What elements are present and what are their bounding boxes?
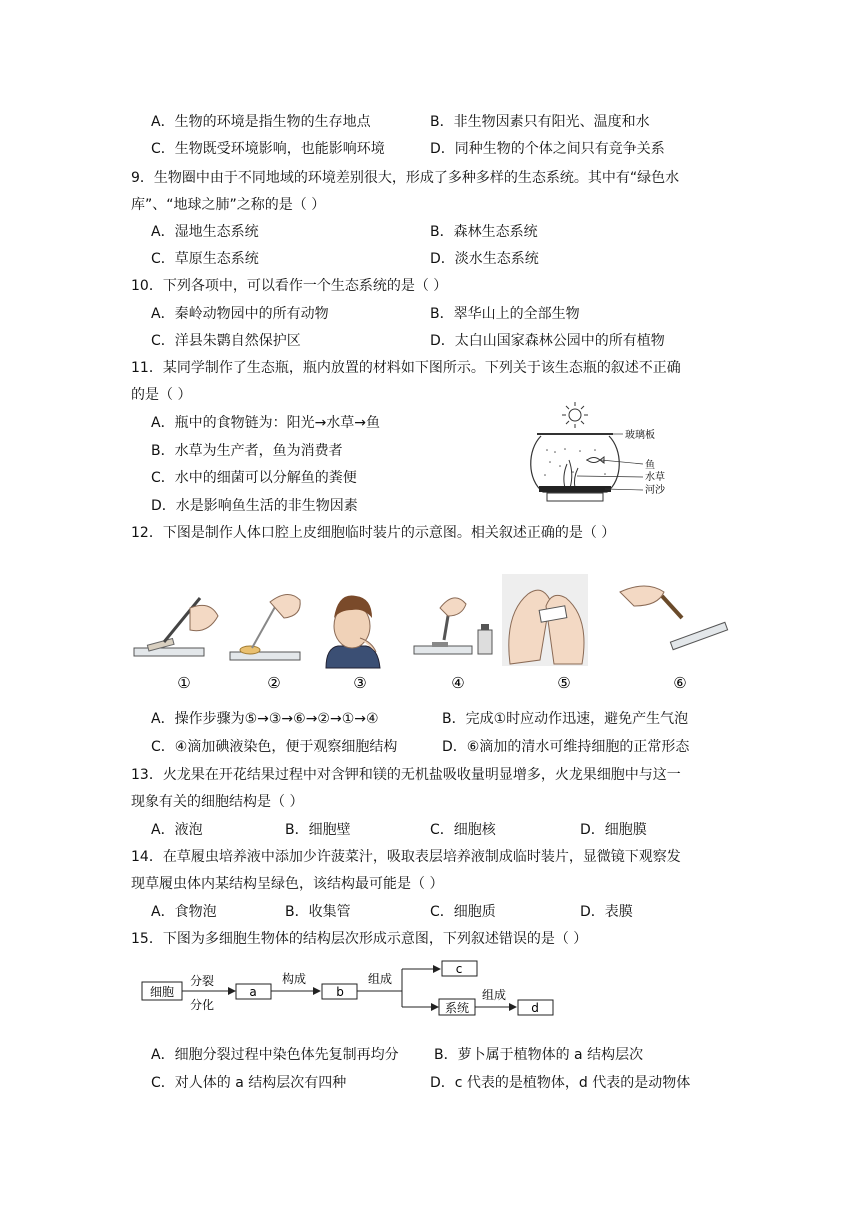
q13-option-a: A．液泡 <box>151 822 203 838</box>
q11-option-c: C．水中的细菌可以分解鱼的粪便 <box>151 470 357 486</box>
q14-stem-line2: 现草履虫体内某结构呈绿色，该结构最可能是（ ） <box>131 876 444 892</box>
q11-option-d: D．水是影响鱼生活的非生物因素 <box>151 498 358 514</box>
step-label-2: ② <box>267 674 281 692</box>
label-cell: 细胞 <box>149 985 175 999</box>
step-label-4: ④ <box>451 674 465 692</box>
q8-option-c: C．生物既受环境影响，也能影响环境 <box>151 141 385 157</box>
slide-steps-figure <box>130 568 730 696</box>
bottle-base <box>547 493 603 501</box>
sand-layer <box>539 486 611 492</box>
q14-option-a: A．食物泡 <box>151 904 217 920</box>
q11-option-b: B．水草为生产者，鱼为消费者 <box>151 443 343 459</box>
step-1-cover-slip-image <box>134 598 218 656</box>
q14-option-b: B．收集管 <box>285 904 351 920</box>
q13-option-c: C．细胞核 <box>430 822 496 838</box>
q12-option-c: C．④滴加碘液染色，便于观察细胞结构 <box>151 739 398 755</box>
q12-option-d: D．⑥滴加的清水可维持细胞的正常形态 <box>442 739 690 755</box>
q11-option-a: A．瓶中的食物链为：阳光→水草→鱼 <box>151 415 381 431</box>
q15-option-c: C．对人体的 a 结构层次有四种 <box>151 1075 347 1091</box>
q9-stem-line1: 9．生物圈中由于不同地域的环境差别很大，形成了多种多样的生态系统。其中有“绿色水 <box>131 170 680 186</box>
q10-option-b: B．翠华山上的全部生物 <box>430 306 580 322</box>
label-system: 系统 <box>444 1001 470 1015</box>
q13-option-b: B．细胞壁 <box>285 822 351 838</box>
label-compose: 组成 <box>367 972 393 986</box>
q8-option-a: A．生物的环境是指生物的生存地点 <box>151 114 371 130</box>
q9-option-b: B．森林生态系统 <box>430 224 538 240</box>
step-label-6: ⑥ <box>673 674 687 692</box>
q14-option-c: C．细胞质 <box>430 904 496 920</box>
step-6-drop-water-image <box>620 586 728 650</box>
label-form: 构成 <box>281 972 307 986</box>
step-label-1: ① <box>177 674 191 692</box>
sun-icon <box>562 402 588 428</box>
label-b: b <box>336 985 344 999</box>
label-differentiate: 分化 <box>189 998 215 1012</box>
q12-option-b: B．完成①时应动作迅速，避免产生气泡 <box>442 711 689 727</box>
q9-option-d: D．淡水生态系统 <box>430 251 539 267</box>
q15-stem: 15．下图为多细胞生物体的结构层次形成示意图，下列叙述错误的是（ ） <box>131 931 588 947</box>
q10-option-a: A．秦岭动物园中的所有动物 <box>151 306 329 322</box>
label-a: a <box>249 985 257 999</box>
q8-option-d: D．同种生物的个体之间只有竞争关系 <box>430 141 665 157</box>
q14-option-d: D．表膜 <box>580 904 633 920</box>
label-fish: 鱼 <box>645 460 655 471</box>
q13-stem-line2: 现象有关的细胞结构是（ ） <box>131 794 304 810</box>
q9-option-c: C．草原生态系统 <box>151 251 259 267</box>
q9-stem-line2: 库”、“地球之肺”之称的是（ ） <box>131 197 326 213</box>
q15-option-b: B．萝卜属于植物体的 a 结构层次 <box>434 1047 644 1063</box>
label-c: c <box>455 962 463 976</box>
q15-option-a: A．细胞分裂过程中染色体先复制再均分 <box>151 1047 399 1063</box>
step-2-smear-image <box>230 594 300 660</box>
q10-option-d: D．太白山国家森林公园中的所有植物 <box>430 333 665 349</box>
q12-stem: 12．下图是制作人体口腔上皮细胞临时装片的示意图。相关叙述正确的是（ ） <box>131 525 616 541</box>
step-label-3: ③ <box>353 674 367 692</box>
label-sand: 河沙 <box>645 485 665 496</box>
q14-stem-line1: 14．在草履虫培养液中添加少许菠菜汁，吸取表层培养液制成临时装片，显微镜下观察发 <box>131 849 681 865</box>
q12-option-a: A．操作步骤为⑤→③→⑥→②→①→④ <box>151 711 379 727</box>
label-weed: 水草 <box>645 472 665 483</box>
step-4-stain-image <box>414 598 492 654</box>
label-compose-2: 组成 <box>481 988 507 1002</box>
label-d: d <box>531 1001 539 1015</box>
q11-stem-line2: 的是（ ） <box>131 387 192 403</box>
label-divide: 分裂 <box>189 974 215 988</box>
q13-stem-line1: 13．火龙果在开花结果过程中对含钾和镁的无机盐吸收量明显增多，火龙果细胞中与这一 <box>131 767 681 783</box>
q8-option-b: B．非生物因素只有阳光、温度和水 <box>430 114 650 130</box>
q9-option-a: A．湿地生态系统 <box>151 224 259 240</box>
q10-option-c: C．洋县朱鹮自然保护区 <box>151 333 301 349</box>
bottle-outline <box>531 436 620 492</box>
q10-stem: 10．下列各项中，可以看作一个生态系统的是（ ） <box>131 278 448 294</box>
structure-levels-diagram <box>140 955 560 1020</box>
q11-stem-line1: 11．某同学制作了生态瓶，瓶内放置的材料如下图所示。下列关于该生态瓶的叙述不正确 <box>131 360 681 376</box>
water-weed-icon <box>564 460 578 488</box>
q13-option-d: D．细胞膜 <box>580 822 647 838</box>
ecosystem-bottle-figure <box>525 400 695 510</box>
step-label-5: ⑤ <box>557 674 571 692</box>
label-glass: 玻璃板 <box>625 430 655 441</box>
step-3-mouth-scrape-image <box>326 595 380 668</box>
q15-option-d: D．c 代表的是植物体，d 代表的是动物体 <box>430 1075 691 1091</box>
step-5-wipe-slide-image <box>502 574 588 666</box>
